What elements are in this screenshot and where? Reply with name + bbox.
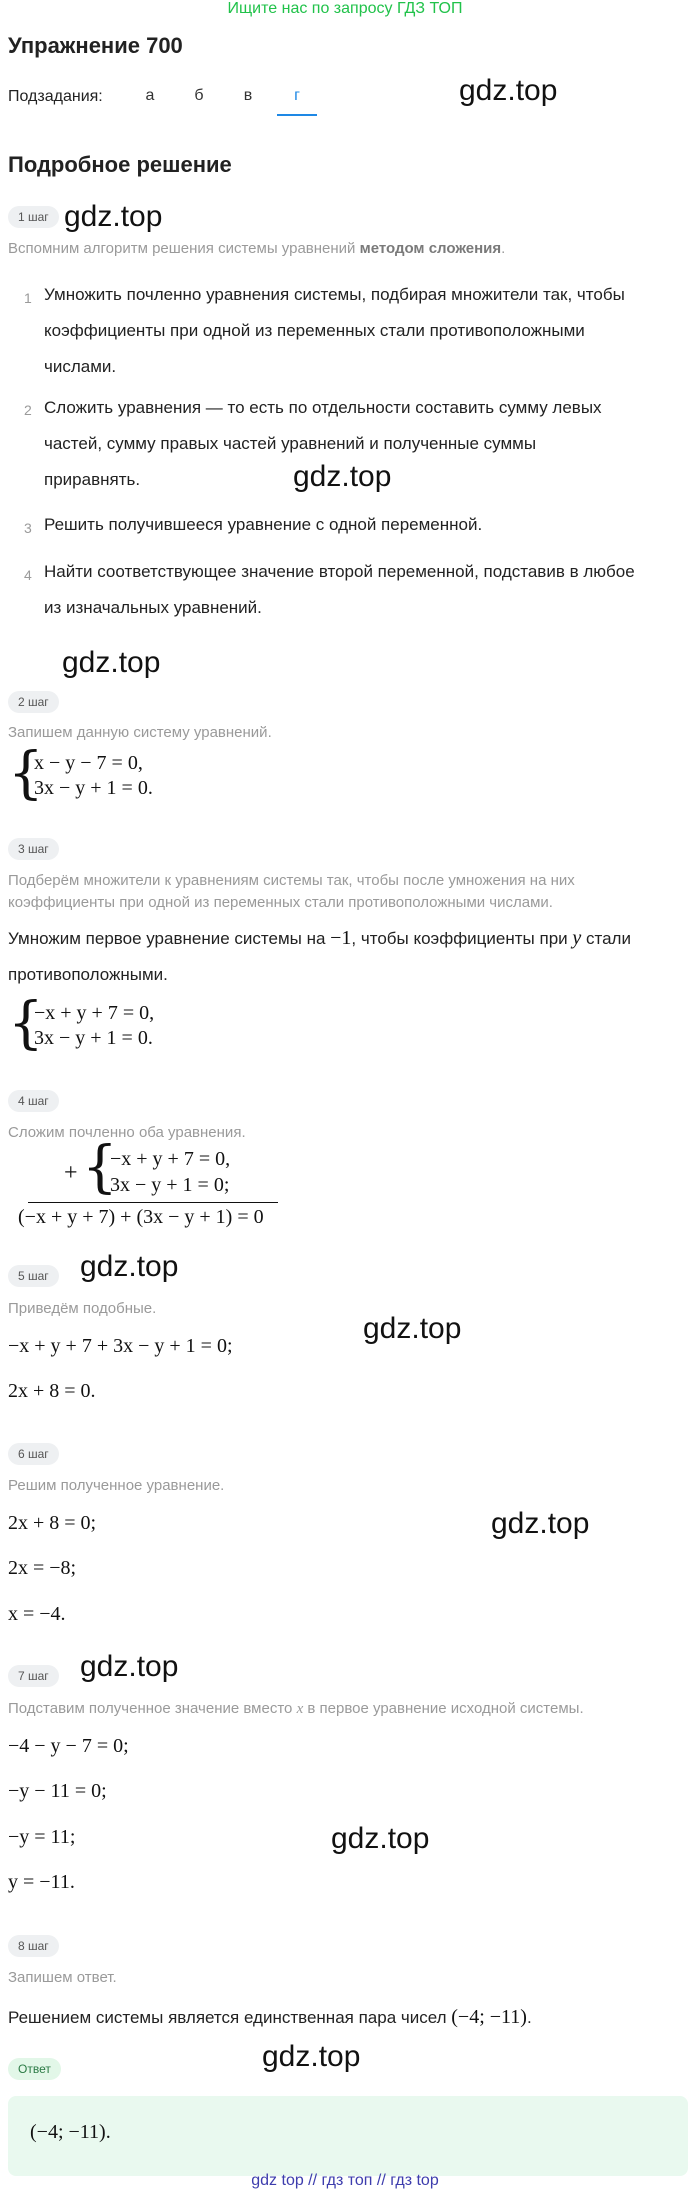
- answer-value: (−4; −11).: [30, 2121, 111, 2143]
- system-brace: {: [8, 991, 44, 1056]
- footer-link[interactable]: гдз top: [390, 2172, 439, 2189]
- equation: (−x + y + 7) + (3x − y + 1) = 0: [18, 1206, 264, 1228]
- equation: 2x + 8 = 0.: [8, 1380, 96, 1402]
- footer-link[interactable]: gdz top: [251, 2172, 304, 2189]
- step-badge-3: 3 шаг: [8, 838, 59, 860]
- step-hint-1: Вспомним алгоритм решения системы уравнений методом сложения.: [8, 240, 506, 257]
- watermark: gdz.top: [62, 646, 161, 679]
- step-badge-2: 2 шаг: [8, 691, 59, 713]
- equation: x = −4.: [8, 1603, 66, 1625]
- equation: y = −11.: [8, 1871, 75, 1893]
- step-hint-2: Запишем данную систему уравнений.: [8, 724, 272, 741]
- step-badge-6: 6 шаг: [8, 1443, 59, 1465]
- equation: 3x − y + 1 = 0.: [34, 777, 153, 799]
- equation: −x + y + 7 = 0,: [34, 1002, 155, 1024]
- watermark: gdz.top: [363, 1312, 462, 1345]
- step-badge-7: 7 шаг: [8, 1665, 59, 1687]
- step-hint-7: Подставим полученное значение вместо x в первое уравнение исходной системы.: [8, 1700, 584, 1717]
- list-number: 4: [24, 567, 32, 583]
- equation: 2x = −8;: [8, 1557, 77, 1579]
- step-badge-8: 8 шаг: [8, 1935, 59, 1957]
- system-brace: {: [8, 741, 44, 806]
- watermark: gdz.top: [491, 1507, 590, 1540]
- equation: −4 − y − 7 = 0;: [8, 1735, 129, 1757]
- equation: −y − 11 = 0;: [8, 1780, 107, 1802]
- equation: −x + y + 7 = 0,: [110, 1148, 231, 1170]
- step-badge-5: 5 шаг: [8, 1265, 59, 1287]
- list-item: Решить получившееся уравнение с одной переменной.: [44, 515, 483, 534]
- step-hint-3: Подберём множители к уравнениям системы так, чтобы после умножения на них коэффициенты при одной из переменных стали противоположными числами.: [8, 872, 575, 911]
- plus-sign: +: [64, 1160, 78, 1186]
- watermark: gdz.top: [331, 1822, 430, 1855]
- list-number: 3: [24, 520, 32, 536]
- step-badge-4: 4 шаг: [8, 1090, 59, 1112]
- subtasks-label: Подзадания:: [8, 88, 103, 105]
- list-number: 1: [24, 290, 32, 306]
- watermark: gdz.top: [64, 200, 163, 233]
- equation: 2x + 8 = 0;: [8, 1512, 97, 1534]
- equation: −x + y + 7 + 3x − y + 1 = 0;: [8, 1335, 233, 1357]
- subtask-tab-b[interactable]: б: [194, 87, 204, 104]
- step-badge-1: 1 шаг: [8, 206, 59, 228]
- watermark: gdz.top: [293, 460, 392, 493]
- subtask-tab-v[interactable]: в: [243, 87, 253, 104]
- step-text-8: Решением системы является единственная пара чисел (−4; −11).: [8, 2006, 532, 2028]
- equation: 3x − y + 1 = 0.: [34, 1027, 153, 1049]
- watermark: gdz.top: [459, 74, 558, 107]
- equation: 3x − y + 1 = 0;: [110, 1174, 230, 1196]
- footer-links: gdz top // гдз топ // гдз top: [251, 2172, 439, 2189]
- step-hint-6: Решим полученное уравнение.: [8, 1477, 225, 1494]
- sum-line: [28, 1202, 278, 1203]
- top-banner[interactable]: Ищите нас по запросу ГДЗ ТОП: [227, 0, 463, 17]
- section-title: Подробное решение: [8, 152, 232, 177]
- watermark: gdz.top: [80, 1250, 179, 1283]
- answer-badge: Ответ: [8, 2058, 61, 2080]
- equation: x − y − 7 = 0,: [34, 752, 143, 774]
- footer-link[interactable]: гдз топ: [321, 2172, 373, 2189]
- list-item: Умножить почленно уравнения системы, подбирая множители так, чтобы коэффициенты при одной из переменных стали противоположными числами.: [44, 285, 625, 376]
- equation: −y = 11;: [8, 1826, 76, 1848]
- page-title: Упражнение 700: [8, 33, 183, 58]
- system-brace: {: [82, 1135, 118, 1200]
- step-text-3: Умножим первое уравнение системы на −1, чтобы коэффициенты при y стали противоположными.: [8, 927, 631, 984]
- watermark: gdz.top: [80, 1650, 179, 1683]
- step-hint-8: Запишем ответ.: [8, 1969, 117, 1986]
- step-hint-5: Приведём подобные.: [8, 1300, 157, 1317]
- step-hint-4: Сложим почленно оба уравнения.: [8, 1124, 246, 1141]
- list-number: 2: [24, 402, 32, 418]
- list-item: Найти соответствующее значение второй переменной, подставив в любое из изначальных уравнений.: [44, 562, 635, 617]
- list-item: Сложить уравнения — то есть по отдельности составить сумму левых частей, сумму правых частей уравнений и полученные суммы приравнять.: [44, 398, 602, 489]
- watermark: gdz.top: [262, 2040, 361, 2073]
- subtask-tab-g[interactable]: г: [277, 84, 317, 116]
- subtask-tab-a[interactable]: а: [145, 87, 155, 104]
